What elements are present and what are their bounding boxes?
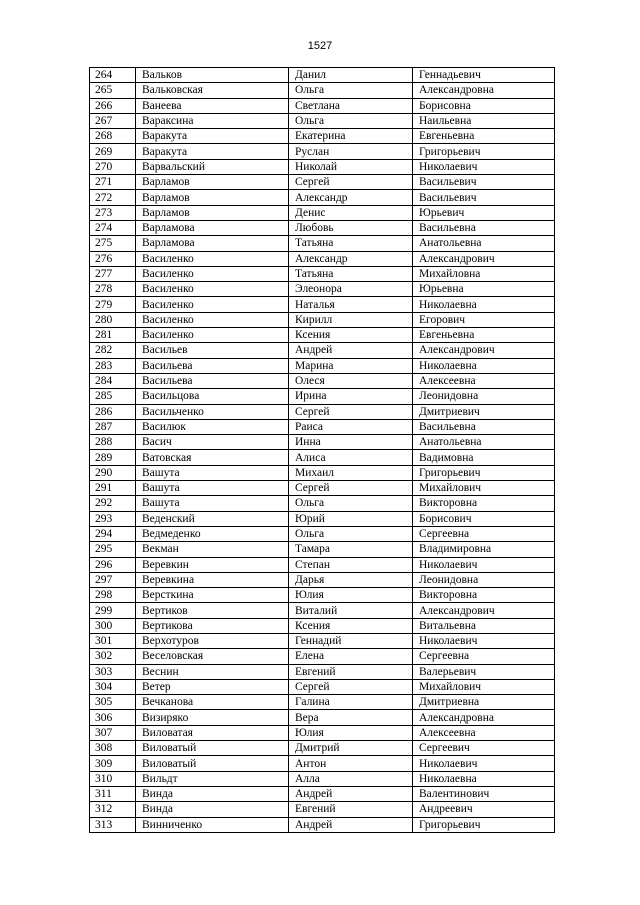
last-name-cell: Варламов	[136, 175, 289, 190]
row-number-cell: 269	[90, 144, 136, 159]
patronymic-cell: Александрович	[413, 251, 555, 266]
row-number-cell: 297	[90, 572, 136, 587]
last-name-cell: Василенко	[136, 251, 289, 266]
row-number-cell: 271	[90, 175, 136, 190]
table-row	[90, 496, 555, 511]
patronymic-cell: Дмитриевич	[413, 404, 555, 419]
patronymic-cell: Александрович	[413, 603, 555, 618]
patronymic-cell: Александровна	[413, 710, 555, 725]
first-name-cell: Сергей	[289, 481, 413, 496]
first-name-cell: Марина	[289, 358, 413, 373]
table-row	[90, 542, 555, 557]
patronymic-cell: Григорьевич	[413, 144, 555, 159]
patronymic-cell: Егорович	[413, 312, 555, 327]
last-name-cell: Вальковская	[136, 83, 289, 98]
last-name-cell: Вараксина	[136, 113, 289, 128]
first-name-cell: Данил	[289, 68, 413, 83]
last-name-cell: Вертиков	[136, 603, 289, 618]
last-name-cell: Вашута	[136, 496, 289, 511]
patronymic-cell: Михайловна	[413, 266, 555, 281]
table-row	[90, 603, 555, 618]
last-name-cell: Василюк	[136, 419, 289, 434]
last-name-cell: Варакута	[136, 129, 289, 144]
patronymic-cell: Геннадьевич	[413, 68, 555, 83]
row-number-cell: 305	[90, 695, 136, 710]
last-name-cell: Василенко	[136, 282, 289, 297]
first-name-cell: Александр	[289, 251, 413, 266]
row-number-cell: 274	[90, 220, 136, 235]
table-row	[90, 404, 555, 419]
first-name-cell: Евгений	[289, 802, 413, 817]
patronymic-cell: Анатольевна	[413, 435, 555, 450]
table-row	[90, 358, 555, 373]
table-row	[90, 297, 555, 312]
row-number-cell: 312	[90, 802, 136, 817]
table-row	[90, 465, 555, 480]
first-name-cell: Ольга	[289, 113, 413, 128]
row-number-cell: 282	[90, 343, 136, 358]
first-name-cell: Сергей	[289, 175, 413, 190]
table-row	[90, 205, 555, 220]
patronymic-cell: Александрович	[413, 343, 555, 358]
table-row	[90, 756, 555, 771]
row-number-cell: 266	[90, 98, 136, 113]
row-number-cell: 292	[90, 496, 136, 511]
first-name-cell: Сергей	[289, 404, 413, 419]
patronymic-cell: Сергеевич	[413, 741, 555, 756]
table-row	[90, 389, 555, 404]
row-number-cell: 290	[90, 465, 136, 480]
first-name-cell: Элеонора	[289, 282, 413, 297]
table-row	[90, 266, 555, 281]
first-name-cell: Юрий	[289, 511, 413, 526]
page-number: 1527	[307, 40, 333, 52]
table-row	[90, 649, 555, 664]
patronymic-cell: Викторовна	[413, 496, 555, 511]
patronymic-cell: Михайлович	[413, 481, 555, 496]
last-name-cell: Ведмеденко	[136, 526, 289, 541]
patronymic-cell: Николаевич	[413, 633, 555, 648]
first-name-cell: Антон	[289, 756, 413, 771]
first-name-cell: Евгений	[289, 664, 413, 679]
last-name-cell: Васильченко	[136, 404, 289, 419]
patronymic-cell: Алексеевна	[413, 373, 555, 388]
last-name-cell: Веревкин	[136, 557, 289, 572]
first-name-cell: Ольга	[289, 83, 413, 98]
row-number-cell: 303	[90, 664, 136, 679]
last-name-cell: Ватовская	[136, 450, 289, 465]
last-name-cell: Васильева	[136, 373, 289, 388]
row-number-cell: 268	[90, 129, 136, 144]
patronymic-cell: Андреевич	[413, 802, 555, 817]
patronymic-cell: Евгеньевна	[413, 129, 555, 144]
table-row	[90, 817, 555, 832]
table-row	[90, 190, 555, 205]
patronymic-cell: Юрьевна	[413, 282, 555, 297]
patronymic-cell: Анатольевна	[413, 236, 555, 251]
table-row	[90, 695, 555, 710]
row-number-cell: 273	[90, 205, 136, 220]
table-row	[90, 83, 555, 98]
first-name-cell: Вера	[289, 710, 413, 725]
patronymic-cell: Викторовна	[413, 588, 555, 603]
table-row	[90, 328, 555, 343]
last-name-cell: Вертикова	[136, 618, 289, 633]
row-number-cell: 291	[90, 481, 136, 496]
first-name-cell: Олеся	[289, 373, 413, 388]
row-number-cell: 281	[90, 328, 136, 343]
first-name-cell: Сергей	[289, 679, 413, 694]
last-name-cell: Вашута	[136, 465, 289, 480]
patronymic-cell: Николаевич	[413, 756, 555, 771]
last-name-cell: Веревкина	[136, 572, 289, 587]
last-name-cell: Васич	[136, 435, 289, 450]
last-name-cell: Визиряко	[136, 710, 289, 725]
row-number-cell: 295	[90, 542, 136, 557]
table-row	[90, 786, 555, 801]
last-name-cell: Векман	[136, 542, 289, 557]
row-number-cell: 289	[90, 450, 136, 465]
patronymic-cell: Валерьевич	[413, 664, 555, 679]
table-row	[90, 450, 555, 465]
table-row	[90, 710, 555, 725]
table-row	[90, 251, 555, 266]
patronymic-cell: Александровна	[413, 83, 555, 98]
first-name-cell: Ольга	[289, 496, 413, 511]
table-row	[90, 557, 555, 572]
first-name-cell: Татьяна	[289, 236, 413, 251]
first-name-cell: Андрей	[289, 786, 413, 801]
first-name-cell: Александр	[289, 190, 413, 205]
row-number-cell: 302	[90, 649, 136, 664]
row-number-cell: 313	[90, 817, 136, 832]
last-name-cell: Вечканова	[136, 695, 289, 710]
table-row	[90, 159, 555, 174]
first-name-cell: Юлия	[289, 725, 413, 740]
row-number-cell: 309	[90, 756, 136, 771]
patronymic-cell: Николаевич	[413, 557, 555, 572]
table-row	[90, 633, 555, 648]
last-name-cell: Версткина	[136, 588, 289, 603]
last-name-cell: Васильцова	[136, 389, 289, 404]
patronymic-cell: Васильевна	[413, 220, 555, 235]
table-row	[90, 725, 555, 740]
last-name-cell: Веснин	[136, 664, 289, 679]
patronymic-cell: Николаевна	[413, 358, 555, 373]
first-name-cell: Алиса	[289, 450, 413, 465]
names-table	[89, 67, 555, 833]
first-name-cell: Светлана	[289, 98, 413, 113]
table-row	[90, 771, 555, 786]
patronymic-cell: Николаевна	[413, 771, 555, 786]
patronymic-cell: Борисович	[413, 511, 555, 526]
table-row	[90, 526, 555, 541]
row-number-cell: 299	[90, 603, 136, 618]
last-name-cell: Варламова	[136, 236, 289, 251]
patronymic-cell: Дмитриевна	[413, 695, 555, 710]
last-name-cell: Верхотуров	[136, 633, 289, 648]
first-name-cell: Кирилл	[289, 312, 413, 327]
first-name-cell: Ксения	[289, 328, 413, 343]
last-name-cell: Вашута	[136, 481, 289, 496]
row-number-cell: 272	[90, 190, 136, 205]
table-row	[90, 113, 555, 128]
table-row	[90, 588, 555, 603]
first-name-cell: Алла	[289, 771, 413, 786]
row-number-cell: 284	[90, 373, 136, 388]
last-name-cell: Виловатый	[136, 741, 289, 756]
row-number-cell: 275	[90, 236, 136, 251]
table-row	[90, 618, 555, 633]
last-name-cell: Вальков	[136, 68, 289, 83]
first-name-cell: Екатерина	[289, 129, 413, 144]
row-number-cell: 286	[90, 404, 136, 419]
patronymic-cell: Васильевна	[413, 419, 555, 434]
first-name-cell: Наталья	[289, 297, 413, 312]
first-name-cell: Ольга	[289, 526, 413, 541]
first-name-cell: Дмитрий	[289, 741, 413, 756]
first-name-cell: Раиса	[289, 419, 413, 434]
table-row	[90, 419, 555, 434]
first-name-cell: Юлия	[289, 588, 413, 603]
table-row	[90, 679, 555, 694]
last-name-cell: Ванеева	[136, 98, 289, 113]
table-row	[90, 511, 555, 526]
first-name-cell: Ксения	[289, 618, 413, 633]
first-name-cell: Михаил	[289, 465, 413, 480]
row-number-cell: 307	[90, 725, 136, 740]
table-row	[90, 481, 555, 496]
patronymic-cell: Евгеньевна	[413, 328, 555, 343]
patronymic-cell: Григорьевич	[413, 817, 555, 832]
patronymic-cell: Михайлович	[413, 679, 555, 694]
patronymic-cell: Николаевна	[413, 297, 555, 312]
last-name-cell: Васильева	[136, 358, 289, 373]
patronymic-cell: Юрьевич	[413, 205, 555, 220]
row-number-cell: 293	[90, 511, 136, 526]
patronymic-cell: Васильевич	[413, 190, 555, 205]
table-row	[90, 373, 555, 388]
table-row	[90, 802, 555, 817]
row-number-cell: 277	[90, 266, 136, 281]
patronymic-cell: Валентинович	[413, 786, 555, 801]
last-name-cell: Веселовская	[136, 649, 289, 664]
first-name-cell: Инна	[289, 435, 413, 450]
patronymic-cell: Леонидовна	[413, 389, 555, 404]
patronymic-cell: Владимировна	[413, 542, 555, 557]
last-name-cell: Василенко	[136, 312, 289, 327]
last-name-cell: Варламов	[136, 190, 289, 205]
first-name-cell: Геннадий	[289, 633, 413, 648]
last-name-cell: Варакута	[136, 144, 289, 159]
names-table-body	[90, 68, 555, 833]
row-number-cell: 267	[90, 113, 136, 128]
row-number-cell: 294	[90, 526, 136, 541]
row-number-cell: 276	[90, 251, 136, 266]
first-name-cell: Любовь	[289, 220, 413, 235]
first-name-cell: Дарья	[289, 572, 413, 587]
row-number-cell: 301	[90, 633, 136, 648]
patronymic-cell: Витальевна	[413, 618, 555, 633]
row-number-cell: 278	[90, 282, 136, 297]
row-number-cell: 265	[90, 83, 136, 98]
row-number-cell: 287	[90, 419, 136, 434]
last-name-cell: Ветер	[136, 679, 289, 694]
last-name-cell: Винда	[136, 786, 289, 801]
patronymic-cell: Леонидовна	[413, 572, 555, 587]
table-row	[90, 68, 555, 83]
row-number-cell: 264	[90, 68, 136, 83]
first-name-cell: Тамара	[289, 542, 413, 557]
patronymic-cell: Николаевич	[413, 159, 555, 174]
table-row	[90, 98, 555, 113]
row-number-cell: 304	[90, 679, 136, 694]
last-name-cell: Васильев	[136, 343, 289, 358]
last-name-cell: Варламова	[136, 220, 289, 235]
row-number-cell: 270	[90, 159, 136, 174]
first-name-cell: Андрей	[289, 343, 413, 358]
row-number-cell: 311	[90, 786, 136, 801]
last-name-cell: Василенко	[136, 328, 289, 343]
patronymic-cell: Васильевич	[413, 175, 555, 190]
first-name-cell: Ирина	[289, 389, 413, 404]
last-name-cell: Винниченко	[136, 817, 289, 832]
row-number-cell: 300	[90, 618, 136, 633]
row-number-cell: 296	[90, 557, 136, 572]
patronymic-cell: Сергеевна	[413, 526, 555, 541]
last-name-cell: Виловатый	[136, 756, 289, 771]
last-name-cell: Винда	[136, 802, 289, 817]
row-number-cell: 308	[90, 741, 136, 756]
table-row	[90, 435, 555, 450]
row-number-cell: 288	[90, 435, 136, 450]
first-name-cell: Галина	[289, 695, 413, 710]
row-number-cell: 279	[90, 297, 136, 312]
row-number-cell: 310	[90, 771, 136, 786]
table-row	[90, 312, 555, 327]
last-name-cell: Василенко	[136, 297, 289, 312]
patronymic-cell: Сергеевна	[413, 649, 555, 664]
first-name-cell: Руслан	[289, 144, 413, 159]
last-name-cell: Вильдт	[136, 771, 289, 786]
first-name-cell: Андрей	[289, 817, 413, 832]
table-row	[90, 282, 555, 297]
row-number-cell: 298	[90, 588, 136, 603]
table-row	[90, 343, 555, 358]
table-row	[90, 572, 555, 587]
first-name-cell: Татьяна	[289, 266, 413, 281]
row-number-cell: 280	[90, 312, 136, 327]
last-name-cell: Виловатая	[136, 725, 289, 740]
patronymic-cell: Борисовна	[413, 98, 555, 113]
table-row	[90, 236, 555, 251]
patronymic-cell: Григорьевич	[413, 465, 555, 480]
last-name-cell: Варламов	[136, 205, 289, 220]
first-name-cell: Николай	[289, 159, 413, 174]
row-number-cell: 306	[90, 710, 136, 725]
table-row	[90, 144, 555, 159]
table-row	[90, 741, 555, 756]
table-row	[90, 220, 555, 235]
first-name-cell: Степан	[289, 557, 413, 572]
last-name-cell: Варвальский	[136, 159, 289, 174]
table-row	[90, 175, 555, 190]
patronymic-cell: Вадимовна	[413, 450, 555, 465]
table-row	[90, 129, 555, 144]
first-name-cell: Елена	[289, 649, 413, 664]
table-row	[90, 664, 555, 679]
row-number-cell: 285	[90, 389, 136, 404]
first-name-cell: Виталий	[289, 603, 413, 618]
first-name-cell: Денис	[289, 205, 413, 220]
patronymic-cell: Алексеевна	[413, 725, 555, 740]
patronymic-cell: Наильевна	[413, 113, 555, 128]
last-name-cell: Василенко	[136, 266, 289, 281]
row-number-cell: 283	[90, 358, 136, 373]
last-name-cell: Веденский	[136, 511, 289, 526]
